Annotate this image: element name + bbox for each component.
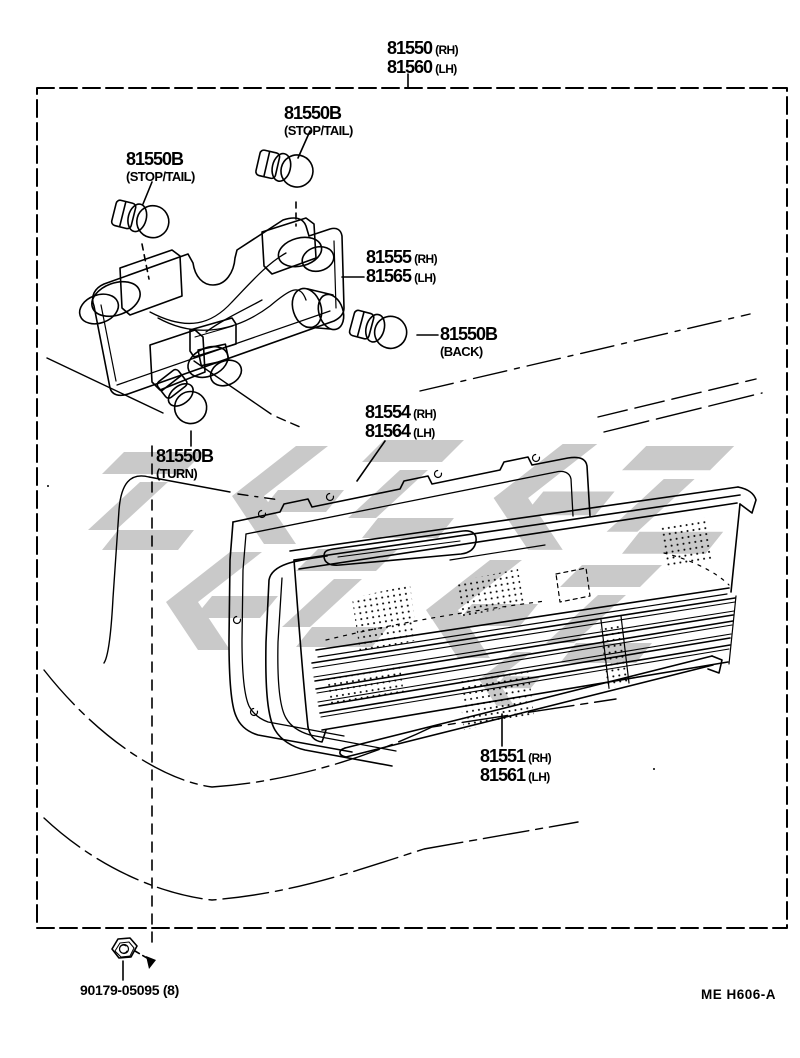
label-bulb-stop-tail-left: 81550B (STOP/TAIL) bbox=[126, 149, 195, 185]
figure-code: ME H606-A bbox=[701, 987, 777, 1002]
label-bulb-back: 81550B (BACK) bbox=[440, 324, 498, 360]
assembly-boundary-box bbox=[37, 88, 787, 928]
bulb-back bbox=[348, 307, 410, 352]
label-sockets: 81555 (RH) 81565 (LH) bbox=[366, 247, 437, 287]
nut-reference-dashed-line bbox=[135, 446, 156, 969]
socket-plate-drawing bbox=[75, 218, 364, 395]
label-nut: 90179-05095 (8) bbox=[80, 982, 180, 998]
bulb-stop-tail-left bbox=[110, 196, 172, 241]
nut-drawing bbox=[112, 938, 137, 980]
label-bulb-stop-tail-top: 81550B (STOP/TAIL) bbox=[284, 103, 353, 139]
label-assembly: 81550 (RH) 81560 (LH) bbox=[387, 38, 458, 78]
label-lens: 81551 (RH) 81561 (LH) bbox=[480, 746, 551, 786]
bulb-turn bbox=[153, 366, 213, 430]
label-bulb-turn: 81550B (TURN) bbox=[156, 446, 214, 482]
label-gasket: 81554 (RH) 81564 (LH) bbox=[365, 402, 436, 442]
bulb-stop-tail-top bbox=[254, 146, 316, 190]
